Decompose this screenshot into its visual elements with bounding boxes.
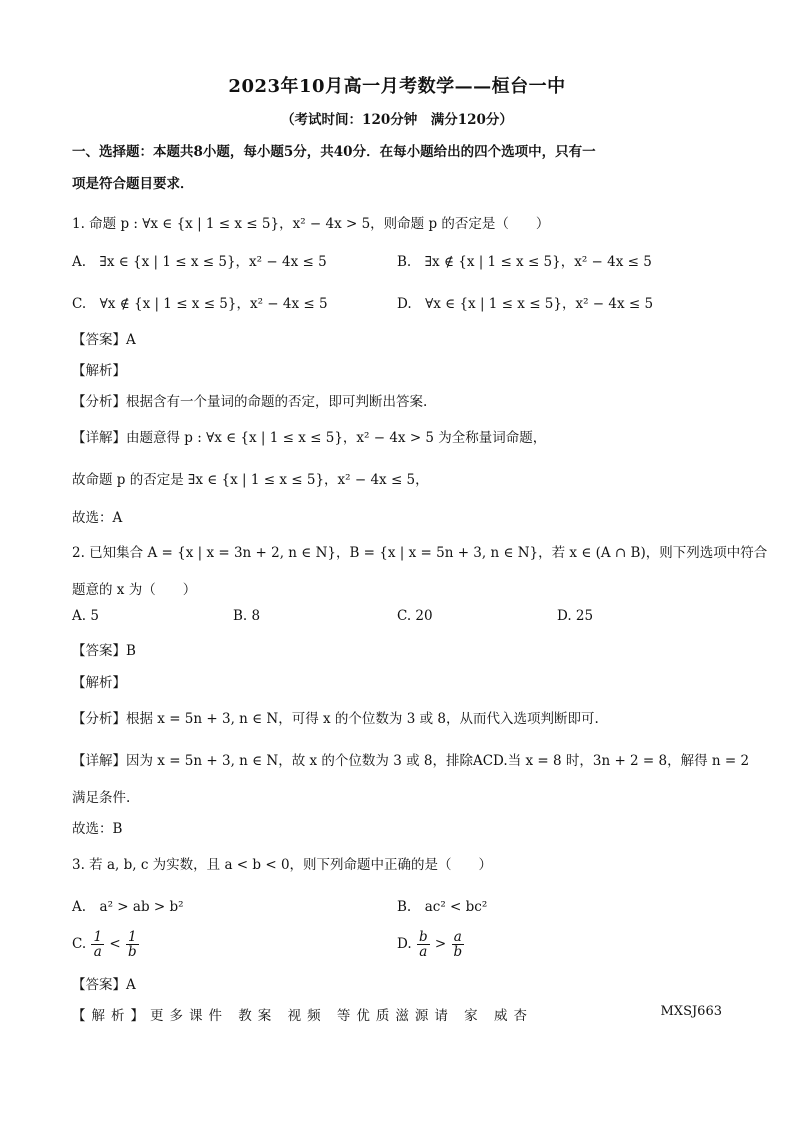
q3-c-denominator-1: a <box>93 944 102 960</box>
q2-detail-line-2: 满足条件. <box>72 790 131 806</box>
q2-option-b: B. 8 <box>233 608 261 624</box>
q3-d-numerator-1: b <box>418 929 428 945</box>
q3-option-c-label: C. <box>72 936 87 952</box>
q1-detail-line-1: 【详解】由题意得 p : ∀x ∈ {x | 1 ≤ x ≤ 5}，x² − 4x > 5 为全称量词命题， <box>72 430 547 446</box>
q3-option-d-label: D. <box>397 936 412 952</box>
q3-d-operator: > <box>434 936 447 952</box>
q1-choice: 故选：A <box>72 510 123 526</box>
q3-answer: 【答案】A <box>72 977 136 993</box>
q3-d-denominator-1: a <box>419 944 428 960</box>
q2-detail-line-1: 【详解】因为 x = 5n + 3, n ∈ N，故 x 的个位数为 3 或 8，排除ACD.当 x = 8 时，3n + 2 = 8，解得 n = 2 <box>72 753 750 769</box>
q2-stem-line-2: 题意的 x 为（ ） <box>72 582 197 598</box>
footer-ad-text: 【解析】更多课件 教案 视频 等优质滋源请 家 威杏 <box>72 1008 533 1024</box>
q3-d-denominator-2: b <box>453 944 463 960</box>
q2-jiexi: 【解析】 <box>72 675 126 691</box>
q3-c-denominator-2: b <box>127 944 137 960</box>
q1-option-a: A. ∃x ∈ {x | 1 ≤ x ≤ 5}，x² − 4x ≤ 5 <box>72 254 327 270</box>
q3-option-a: A. a² > ab > b² <box>72 899 184 915</box>
footer-code: MXSJ663 <box>660 1004 722 1019</box>
q2-analysis: 【分析】根据 x = 5n + 3, n ∈ N，可得 x 的个位数为 3 或 8，从而代入选项判断即可. <box>72 711 599 727</box>
q2-option-c: C. 20 <box>397 608 433 624</box>
section-heading-line-2: 项是符合题目要求． <box>72 176 194 192</box>
section-heading-line-1: 一、选择题：本题共8小题，每小题5分，共40分．在每小题给出的四个选项中，只有一 <box>72 144 596 160</box>
q1-stem: 1. 命题 p : ∀x ∈ {x | 1 ≤ x ≤ 5}，x² − 4x > 5，则命题 p 的否定是（ ） <box>72 216 550 232</box>
q2-option-a: A. 5 <box>72 608 99 624</box>
q2-option-d: D. 25 <box>557 608 594 624</box>
q1-option-b: B. ∃x ∉ {x | 1 ≤ x ≤ 5}，x² − 4x ≤ 5 <box>397 254 652 270</box>
q3-option-c-frac-2 <box>126 930 139 959</box>
q3-c-numerator-1: 1 <box>93 929 103 945</box>
q1-detail-line-2: 故命题 p 的否定是 ∃x ∈ {x | 1 ≤ x ≤ 5}，x² − 4x ≤ 5， <box>72 472 429 488</box>
q3-stem: 3. 若 a, b, c 为实数，且 a < b < 0，则下列命题中正确的是（ ） <box>72 857 493 873</box>
q3-option-d-frac-1 <box>417 930 430 959</box>
q3-option-d-frac-2 <box>452 930 465 959</box>
q1-analysis: 【分析】根据含有一个量词的命题的否定，即可判断出答案. <box>72 394 428 410</box>
q1-answer: 【答案】A <box>72 332 136 348</box>
q3-d-numerator-2: a <box>453 929 462 945</box>
page-title: 2023年10月高一月考数学——桓台一中 <box>228 76 566 97</box>
q2-choice: 故选：B <box>72 821 123 837</box>
q1-option-d: D. ∀x ∈ {x | 1 ≤ x ≤ 5}，x² − 4x ≤ 5 <box>397 296 654 312</box>
q3-option-c-frac-1 <box>91 930 104 959</box>
exam-info: （考试时间：120分钟 满分120分） <box>281 112 513 128</box>
q2-stem-line-1: 2. 已知集合 A = {x | x = 3n + 2, n ∈ N}，B = {x | x = 5n + 3, n ∈ N}，若 x ∈ (A ∩ B)，则下列选项中符合 <box>72 545 768 561</box>
q3-option-c <box>72 930 140 959</box>
q2-answer: 【答案】B <box>72 643 136 659</box>
q3-c-operator: < <box>109 936 121 952</box>
q3-option-d <box>397 930 465 959</box>
q1-option-c: C. ∀x ∉ {x | 1 ≤ x ≤ 5}，x² − 4x ≤ 5 <box>72 296 328 312</box>
q3-c-numerator-2: 1 <box>127 929 137 945</box>
q1-jiexi: 【解析】 <box>72 363 126 379</box>
q3-option-b: B. ac² < bc² <box>397 899 488 915</box>
